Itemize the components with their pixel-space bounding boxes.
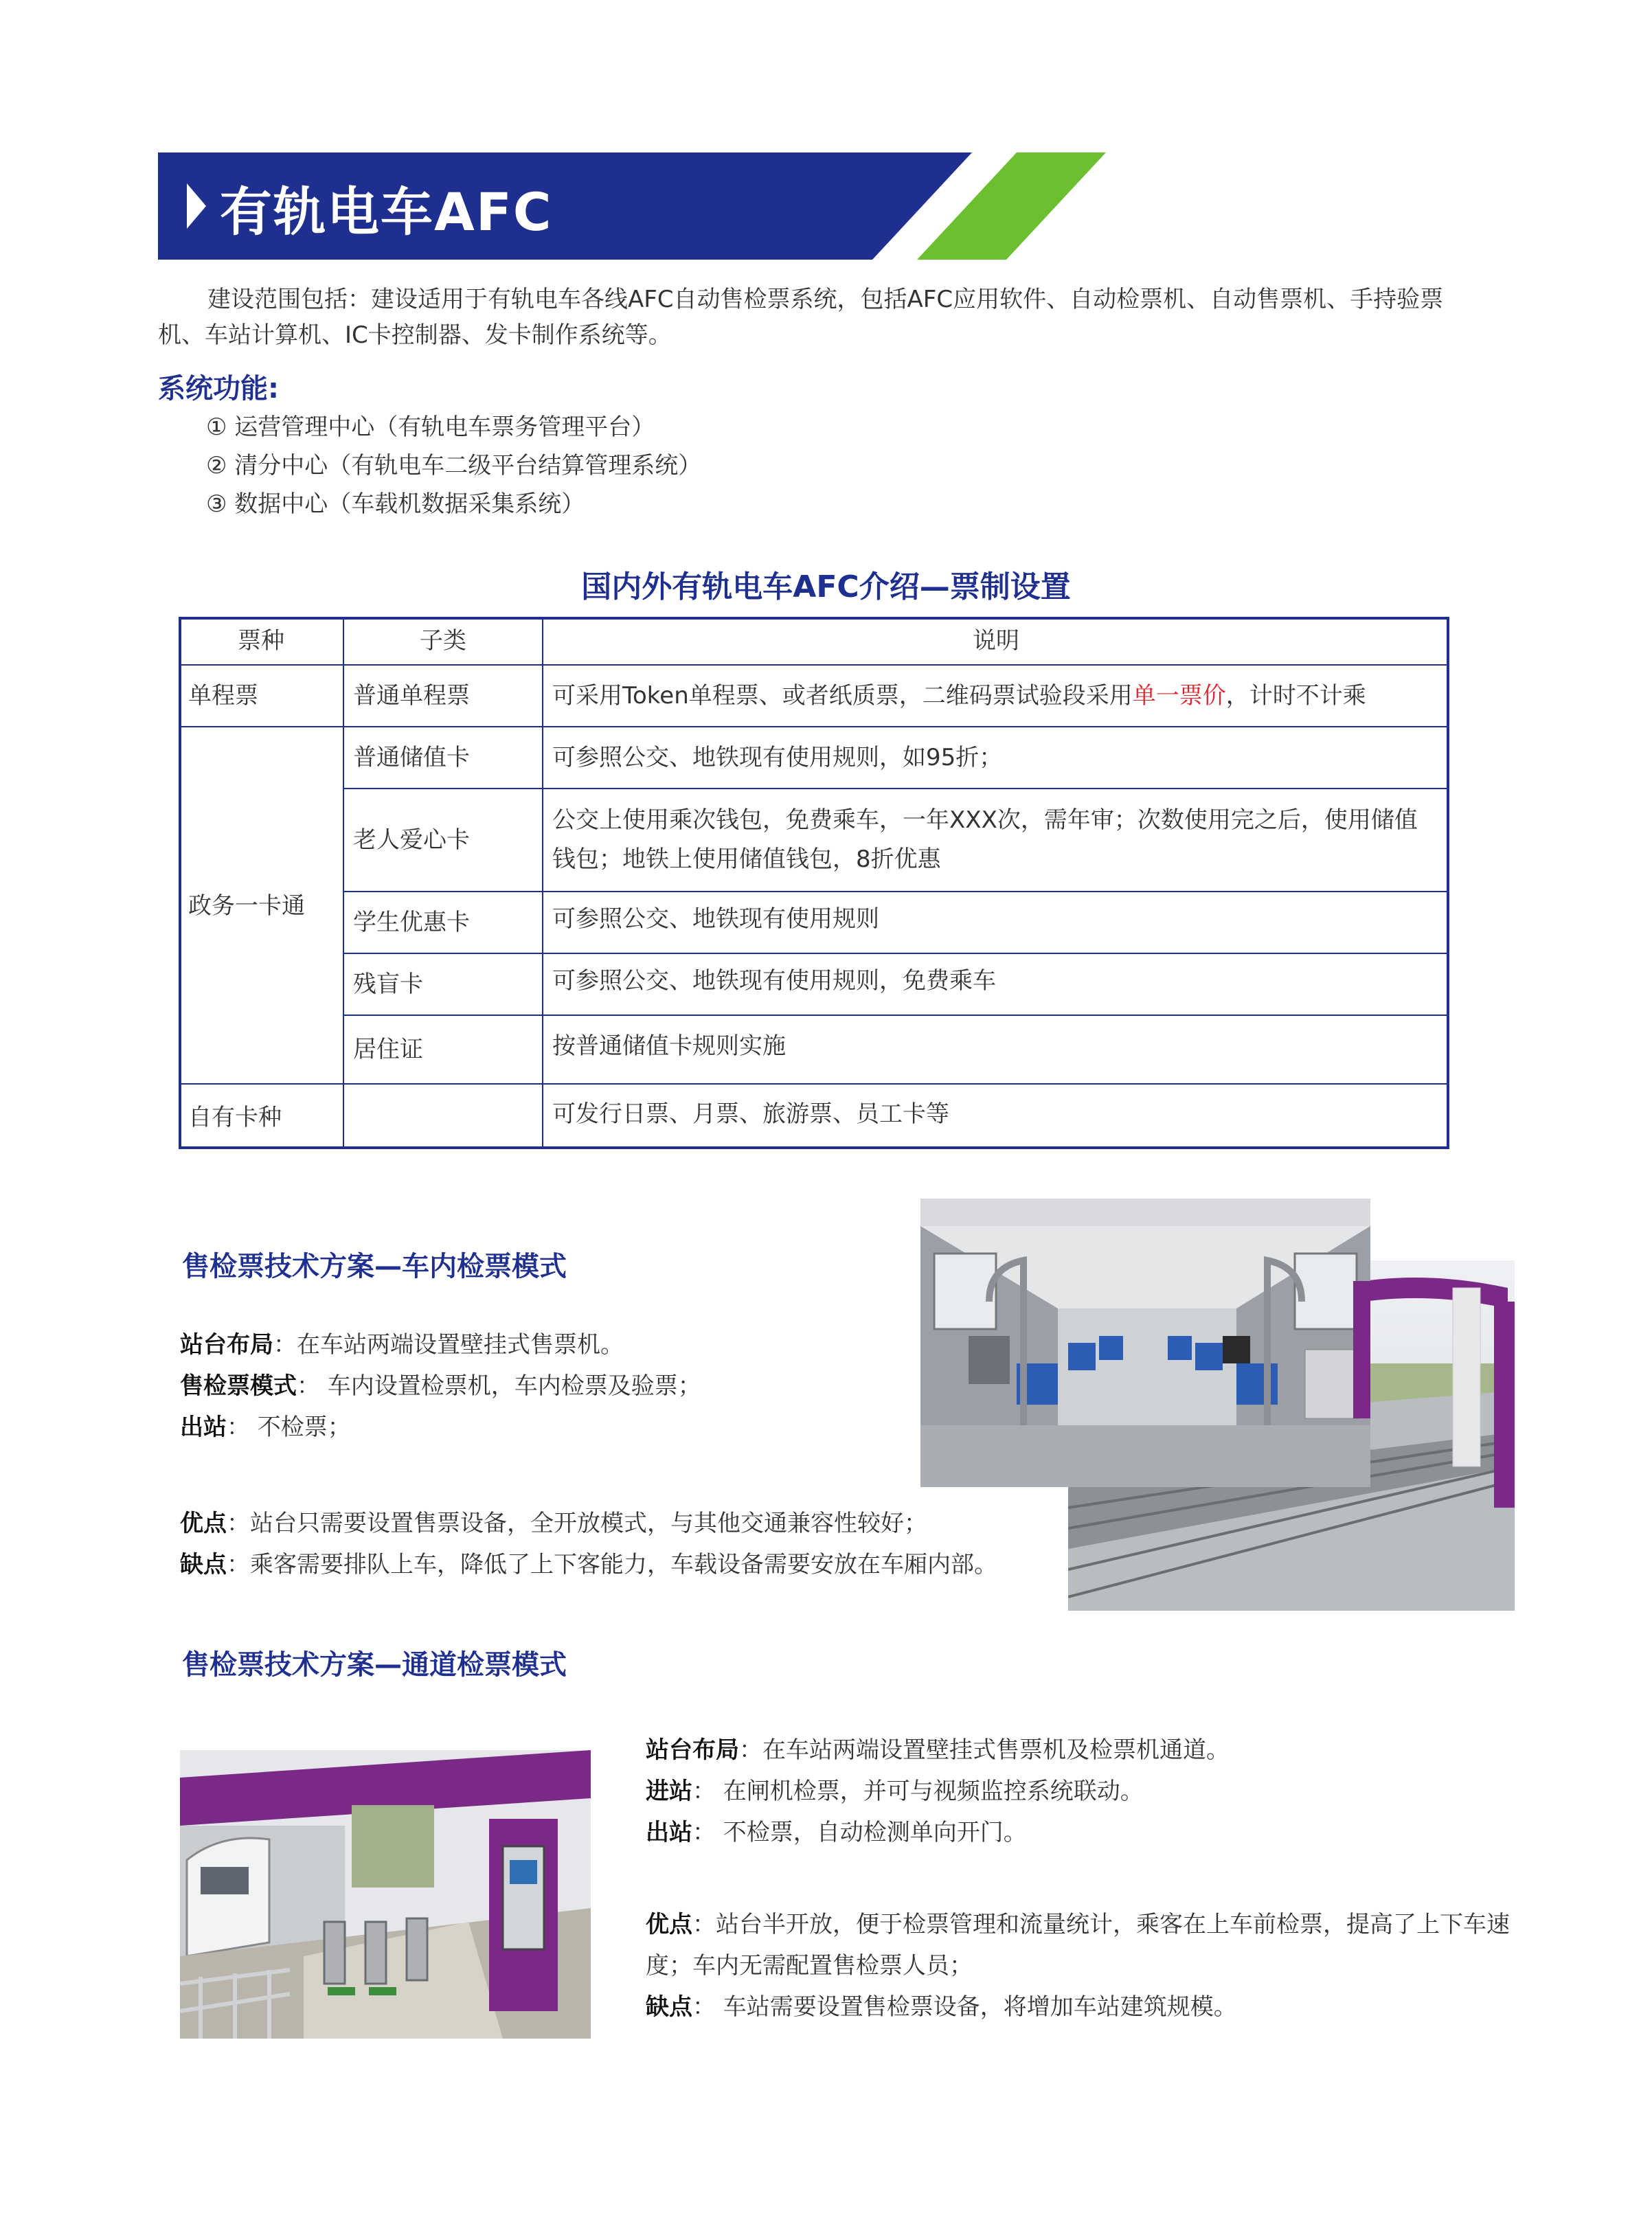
desc-text: 可采用Token单程票、或者纸质票，二维码票试验段采用 [552,682,1133,710]
scheme1-proscons [180,1503,997,1585]
table-title: 国内外有轨电车AFC介绍—票制设置 [581,569,1071,604]
scheme2-pro [646,1904,1518,1986]
feature-item: ③ 数据中心（车载机数据采集系统） [206,490,585,518]
cell-sub: 居住证 [353,1036,423,1063]
label: 缺点 [646,1993,692,2021]
value: ：在车站两端设置壁挂式售票机。 [273,1331,624,1359]
value: ： 不检票； [227,1414,351,1441]
page-title: 有轨电车AFC [220,181,553,242]
station-gate-photo [180,1750,591,2039]
label: 优点 [180,1510,227,1537]
desc-text: ，计时不计乘 [1225,682,1366,710]
feature-item: ① 运营管理中心（有轨电车票务管理平台） [206,413,655,441]
label: 站台布局 [646,1736,739,1764]
col-header-sub: 子类 [420,627,466,655]
desc-highlight: 单一票价 [1132,682,1226,710]
scheme2-entry [646,1771,1230,1812]
cell-sub: 残盲卡 [353,971,423,998]
scheme1-details [180,1324,701,1448]
scheme2-con [646,1986,1518,2028]
cell-desc: 可参照公交、地铁现有使用规则，免费乘车 [552,967,996,995]
cell-desc: 按普通储值卡规则实施 [552,1032,786,1060]
cell-desc: 可参照公交、地铁现有使用规则 [552,905,879,933]
cell-sub: 学生优惠卡 [353,909,470,936]
cell-type: 单程票 [188,682,258,710]
scheme1-exit [180,1407,701,1448]
cell-desc: 可发行日票、月票、旅游票、员工卡等 [552,1100,949,1128]
label: 进站 [646,1778,692,1805]
cell-sub: 普通单程票 [353,682,470,710]
features-heading: 系统功能: [158,373,279,405]
col-header-type: 票种 [238,627,284,655]
scheme2-details [646,1730,1230,1853]
cell-type: 自有卡种 [188,1104,282,1131]
intro-paragraph: 建设范围包括：建设适用于有轨电车各线AFC自动售检票系统，包括AFC应用软件、自动检票机、自动售票机、手持验票机、车站计算机、IC卡控制器、发卡制作系统等。 [158,286,1444,349]
scheme1-pro [180,1503,997,1544]
scheme2-exit [646,1812,1230,1853]
scheme1-mode [180,1365,701,1407]
scheme1-con [180,1544,997,1585]
scheme2-layout [646,1730,1230,1771]
value: ：站台只需要设置售票设备，全开放模式，与其他交通兼容性较好； [227,1510,927,1537]
value: ： 车内设置检票机，车内检票及验票； [297,1372,701,1400]
value: ：乘客需要排队上车，降低了上下客能力，车载设备需要安放在车厢内部。 [227,1551,997,1578]
cell-desc: 可参照公交、地铁现有使用规则，如95折； [552,744,1003,771]
cell-type: 政务一卡通 [188,892,305,920]
cell-sub: 普通储值卡 [353,744,470,771]
cell-sub: 老人爱心卡 [353,826,470,854]
label: 出站 [646,1819,692,1846]
scheme2-proscons [646,1904,1518,2028]
label: 售检票模式 [180,1372,297,1400]
cell-desc [552,678,1445,714]
value: ：在车站两端设置壁挂式售票机及检票机通道。 [739,1736,1230,1764]
value: ： 在闸机检票，并可与视频监控系统联动。 [692,1778,1144,1805]
col-header-desc: 说明 [973,627,1019,655]
tram-interior-photo [920,1199,1370,1487]
label: 出站 [180,1414,227,1441]
feature-item: ② 清分中心（有轨电车二级平台结算管理系统） [206,452,702,479]
ticket-table [179,617,1449,1149]
value: ： 车站需要设置售检票设备，将增加车站建筑规模。 [692,1993,1237,2021]
cell-desc: 公交上使用乘次钱包，免费乘车，一年XXX次，需年审；次数使用完之后，使用储值钱包；地铁上使用储值钱包，8折优惠 [552,806,1418,873]
value: ： 不检票，自动检测单向开门。 [692,1819,1027,1846]
label: 优点 [646,1911,692,1938]
features-list [206,408,701,523]
scheme2-heading: 售检票技术方案—通道检票模式 [182,1649,567,1681]
scheme1-layout [180,1324,701,1365]
label: 站台布局 [180,1331,273,1359]
label: 缺点 [180,1551,227,1578]
value: ：站台半开放，便于检票管理和流量统计，乘客在上车前检票，提高了上下车速度；车内无需配置售检票人员； [646,1911,1510,1980]
scheme1-heading: 售检票技术方案—车内检票模式 [182,1251,567,1282]
